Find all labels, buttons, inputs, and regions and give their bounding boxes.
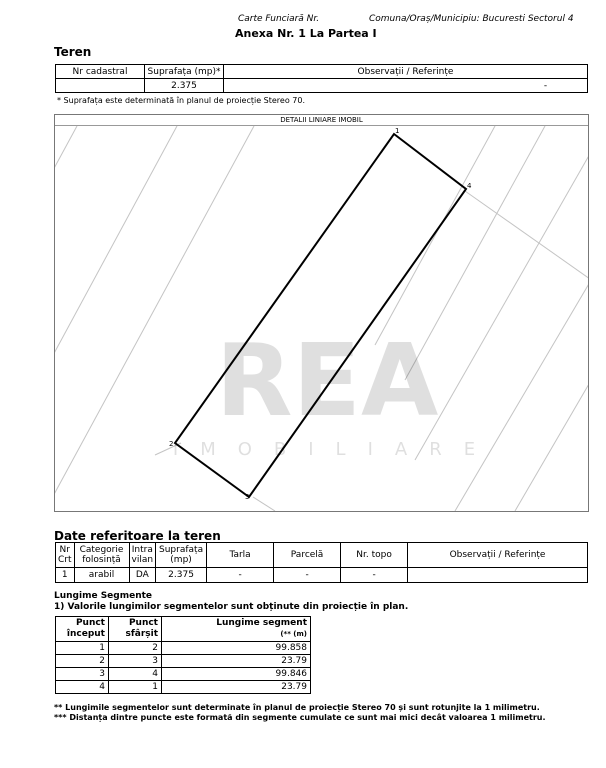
cell-start: 2 [56, 655, 109, 668]
date-teren-title: Date referitoare la teren [54, 529, 221, 543]
carte-funciara-label: Carte Funciară Nr. [238, 14, 320, 24]
date-teren-table [55, 542, 588, 583]
cell-intravilan: DA [129, 568, 156, 583]
cell-suprafata: 2.375 [145, 79, 224, 93]
col-punct-sfarsit: Punct sfârșit [109, 617, 162, 642]
point-label-2: 2 [169, 440, 174, 448]
cell-suprafata: 2.375 [156, 568, 207, 583]
point-label-1: 1 [395, 127, 400, 135]
cell-end: 2 [109, 642, 162, 655]
col-nr-crt: Nr Crt [56, 543, 75, 568]
footnote-2: *** Distanța dintre puncte este formată din segmente cumulate ce sunt mai mici decât valoarea 1 milimetru. [54, 713, 546, 722]
watermark-main: REA [215, 322, 439, 439]
col-nr-topo: Nr. topo [341, 543, 408, 568]
col-lungime-unit: (** (m) [280, 630, 307, 638]
cell-start: 3 [56, 668, 109, 681]
comuna-label: Comuna/Oraș/Municipiu: Bucuresti Sectorul 4 [369, 14, 574, 24]
cell-tarla: - [207, 568, 274, 583]
col-parcela: Parcelă [274, 543, 341, 568]
col-nr-cadastral: Nr cadastral [56, 65, 145, 79]
plan-drawing [55, 115, 588, 511]
cell-parcela: - [274, 568, 341, 583]
cell-nr-topo: - [341, 568, 408, 583]
date-teren-row [56, 568, 588, 583]
teren-row [56, 79, 588, 93]
col-suprafata: Suprafața (mp)* [145, 65, 224, 79]
segmente-title: Lungime Segmente [54, 591, 153, 601]
segment-row [56, 668, 311, 681]
cell-observatii: - [224, 79, 588, 93]
teren-header-row [56, 65, 588, 79]
segmente-header-row [56, 617, 311, 642]
cell-end: 4 [109, 668, 162, 681]
point-label-4: 4 [467, 182, 472, 190]
watermark-sub: IMOBILIARE [172, 439, 498, 460]
cell-len: 99.846 [162, 668, 311, 681]
cell-start: 4 [56, 681, 109, 694]
teren-title: Teren [54, 45, 92, 59]
cell-nr-cadastral [56, 79, 145, 93]
col-suprafata: Suprafața (mp) [156, 543, 207, 568]
cell-len: 99.858 [162, 642, 311, 655]
date-teren-header-row [56, 543, 588, 568]
col-observatii: Observații / Referințe [224, 65, 588, 79]
col-observatii: Observații / Referințe [408, 543, 588, 568]
cell-nr-crt: 1 [56, 568, 75, 583]
col-intravilan: Intra vilan [129, 543, 156, 568]
col-punct-inceput: Punct început [56, 617, 109, 642]
watermark-logo [173, 322, 497, 460]
cell-end: 1 [109, 681, 162, 694]
cell-len: 23.79 [162, 681, 311, 694]
plan-title: DETALII LINIARE IMOBIL [55, 115, 588, 126]
plan-frame [54, 114, 589, 512]
cell-len: 23.79 [162, 655, 311, 668]
segmente-table [55, 616, 311, 694]
col-lungime-label: Lungime segment [216, 618, 307, 628]
teren-table [55, 64, 588, 93]
segmente-subtitle: 1) Valorile lungimilor segmentelor sunt obținute din proiecție în plan. [54, 602, 409, 612]
segment-row [56, 681, 311, 694]
col-categorie: Categorie folosință [74, 543, 129, 568]
footnote-1: ** Lungimile segmentelor sunt determinate în planul de proiecție Stereo 70 și sunt rotunjite la 1 milimetru. [54, 703, 540, 712]
col-tarla: Tarla [207, 543, 274, 568]
segment-row [56, 642, 311, 655]
segment-row [56, 655, 311, 668]
cell-categorie: arabil [74, 568, 129, 583]
anexa-title: Anexa Nr. 1 La Partea I [235, 27, 377, 40]
col-lungime [162, 617, 311, 642]
teren-note: * Suprafața este determinată în planul de proiecție Stereo 70. [57, 96, 306, 105]
cell-observatii [408, 568, 588, 583]
cell-start: 1 [56, 642, 109, 655]
point-label-3: 3 [245, 493, 250, 501]
cell-end: 3 [109, 655, 162, 668]
